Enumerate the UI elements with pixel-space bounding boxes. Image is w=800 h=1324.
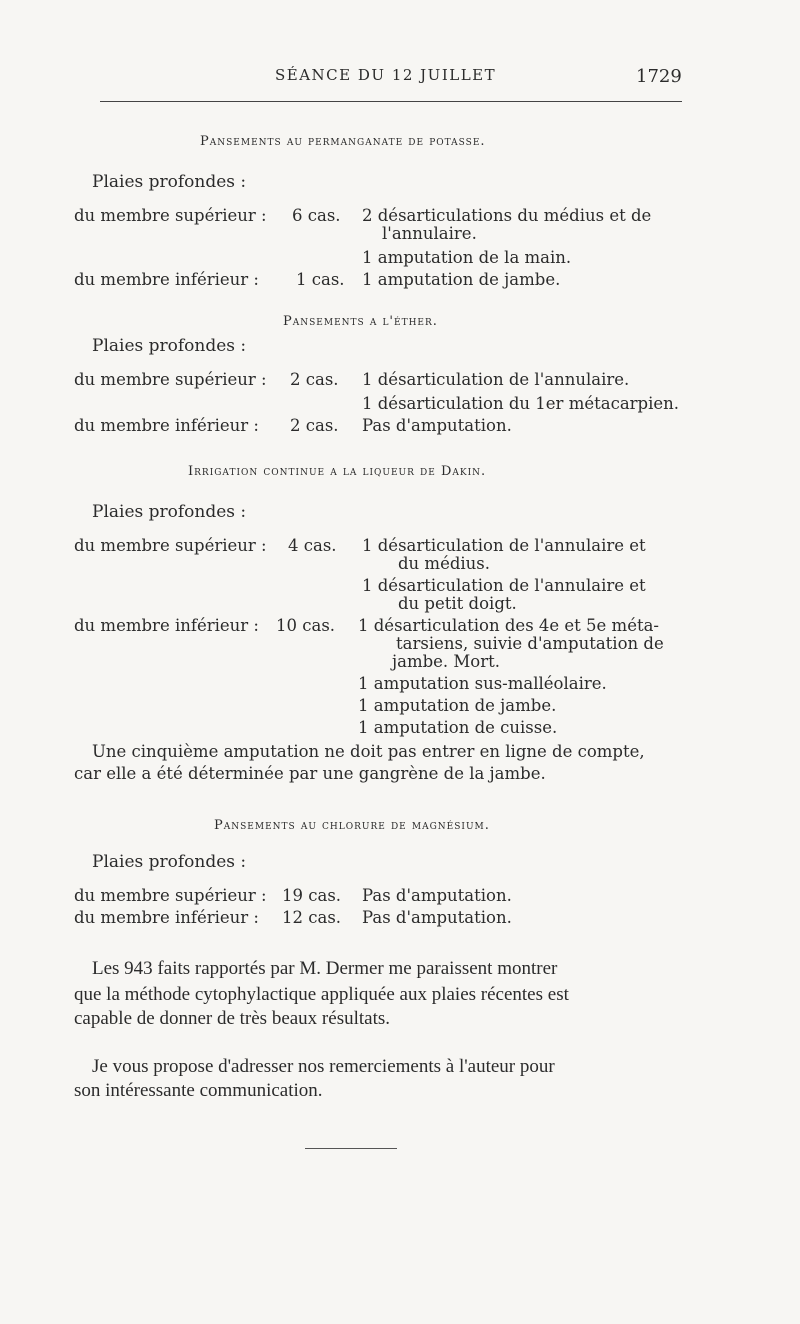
row-count: 4 cas. xyxy=(288,536,337,555)
paragraph-line: son intéressante communication. xyxy=(74,1080,323,1101)
end-rule xyxy=(305,1148,397,1149)
section-title: Pansements a l'éther. xyxy=(283,314,438,329)
row-line: Pas d'amputation. xyxy=(362,416,512,435)
row-line: 1 désarticulation des 4e et 5e méta- xyxy=(358,616,660,635)
row-line: 2 désarticulations du médius et de xyxy=(362,206,652,225)
row-line: 1 désarticulation de l'annulaire et xyxy=(362,576,646,595)
page-number: 1729 xyxy=(636,66,682,87)
row-line: l'annulaire. xyxy=(382,224,477,243)
row-line: Pas d'amputation. xyxy=(362,908,512,927)
section-title: Pansements au chlorure de magnésium. xyxy=(214,818,490,833)
row-count: 10 cas. xyxy=(276,616,336,635)
section-subtitle: Plaies profondes : xyxy=(92,852,247,872)
row-line: du petit doigt. xyxy=(398,594,517,613)
row-line: jambe. Mort. xyxy=(392,652,501,671)
row-count: 2 cas. xyxy=(290,416,339,435)
paragraph-line: Je vous propose d'adresser nos remerciements à l'auteur pour xyxy=(92,1056,555,1077)
row-line: 1 amputation de cuisse. xyxy=(358,718,558,737)
running-header: SÉANCE DU 12 JUILLET xyxy=(275,66,497,84)
row-line: 1 amputation de jambe. xyxy=(362,270,561,289)
section-subtitle: Plaies profondes : xyxy=(92,336,247,356)
row-count: 1 cas. xyxy=(296,270,345,289)
row-line: du médius. xyxy=(398,554,491,573)
row-label: du membre inférieur : xyxy=(74,416,259,435)
section-title: Irrigation continue a la liqueur de Dakin. xyxy=(188,464,487,479)
row-label: du membre supérieur : xyxy=(74,536,267,555)
row-line: 1 amputation de jambe. xyxy=(358,696,557,715)
row-label: du membre inférieur : xyxy=(74,270,259,289)
row-line: 1 amputation de la main. xyxy=(362,248,572,267)
paragraph-line: capable de donner de très beaux résultats. xyxy=(74,1008,391,1029)
header-rule xyxy=(100,101,682,102)
section-subtitle: Plaies profondes : xyxy=(92,172,247,192)
row-count: 2 cas. xyxy=(290,370,339,389)
row-line: tarsiens, suivie d'amputation de xyxy=(396,634,664,653)
row-line: 1 amputation sus-malléolaire. xyxy=(358,674,607,693)
row-count: 6 cas. xyxy=(292,206,341,225)
note-line: car elle a été déterminée par une gangrène de la jambe. xyxy=(74,764,546,783)
row-label: du membre inférieur : xyxy=(74,908,259,927)
row-line: Pas d'amputation. xyxy=(362,886,512,905)
paragraph-line: Les 943 faits rapportés par M. Dermer me paraissent montrer xyxy=(92,958,558,979)
row-label: du membre supérieur : xyxy=(74,886,267,905)
row-label: du membre inférieur : xyxy=(74,616,259,635)
note-line: Une cinquième amputation ne doit pas entrer en ligne de compte, xyxy=(92,742,645,761)
row-line: 1 désarticulation de l'annulaire. xyxy=(362,370,630,389)
section-subtitle: Plaies profondes : xyxy=(92,502,247,522)
section-title: Pansements au permanganate de potasse. xyxy=(200,134,486,149)
paragraph-line: que la méthode cytophylactique appliquée aux plaies récentes est xyxy=(74,984,569,1005)
row-label: du membre supérieur : xyxy=(74,370,267,389)
row-count: 19 cas. xyxy=(282,886,342,905)
row-label: du membre supérieur : xyxy=(74,206,267,225)
row-count: 12 cas. xyxy=(282,908,342,927)
row-line: 1 désarticulation du 1er métacarpien. xyxy=(362,394,680,413)
row-line: 1 désarticulation de l'annulaire et xyxy=(362,536,646,555)
